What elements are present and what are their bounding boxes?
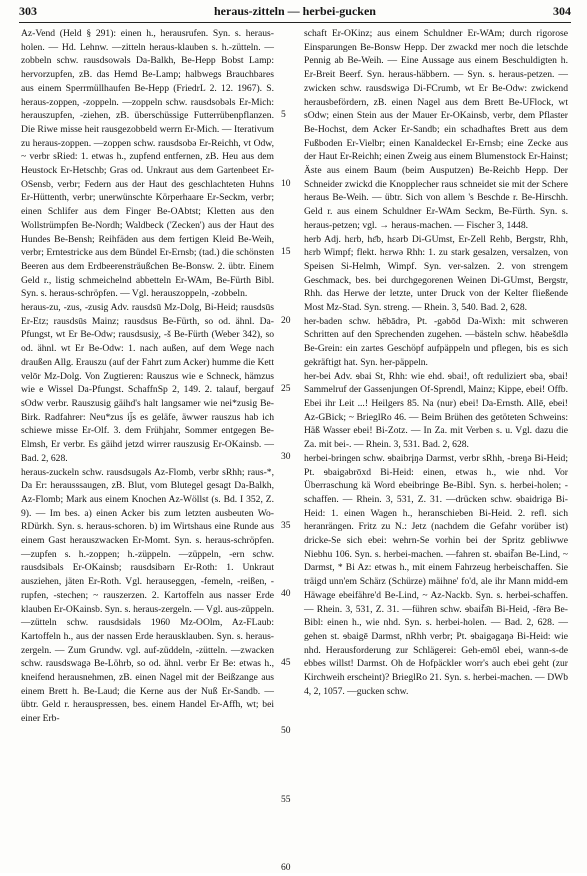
entry-heraus-zitteln: Az-Vend (Held § 291): einen h., herausrufen. Syn. s. heraus-holen. — Hd. Lehnw. —zitteln heraus-klauben s. h.-zütteln. —zobbeln schw. rausdsowəls Da-Balkh, Be-Hepp Bobst Lamp: hervorzupfen, zB. das Hemd Be-Lamp; halbwegs Brauchbares aus einem Sperrmüllhaufen Be-Hepp (FriedrL 2. 12. 1967). S. heraus-zoppen, -zoppeln. —zoppeln schw. rausdsobəls Er-Mich: herauszupfen, -ziehen, zB. überschüssige Futterrübenpflanzen. Die Riwe misse heit rausgezobbeld werrn Er-Mich. — Iterativum zu heraus-zoppen. —zoppen schw. rausdsobə Er-Reichh, vt Odw, ~ verbr sRied: 1. etwas h., zupfend entfernen, zB. Heu aus dem Heustock Er-Hetschb; Gras od. Unkraut aus dem Gartenbeet Er-OSensb, verbr; Federn aus der Haut des geschlachteten Huhns Er-Hüttenth, verbr; unerwünschte Körperhaare Er-Seckm, verbr; einen Schlifer aus dem Finger Be-OAbtst; Kletten aus den Wollstrümpfen Be-Nordh; Waldbeck ('Zecken') aus der Haut des Hundes Be-Bensh; Reihfäden aus dem fertigen Kleid Be-Weih, verbr; Erntestricke aus dem Bündel Er-Ernsb; (tad.) die schönsten Beeren aus dem Erdbeerensträußchen Be-Bonsw. 2. übtr. Einem Geld r., listig schmeichelnd abbetteln Er-WAm, Be-Fürth Bibl. Syn. s. heraus-schröpfen. — Vgl. herauszoppeln, -zobbeln. xyxy=(21,28,274,300)
line-number: 35 xyxy=(281,521,291,531)
entry-heraus-zuckeln: heraus-zuckeln schw. rausdsugəls Az-Flomb, verbr sRhh; raus-*, Da Er: herausssaugen, zB. Blut, vom Blutegel gesagt Da-Balkh, Az-Flomb; Mark aus einem Knochen Az-Wöllst (s. Bd. I 352, Z. 9). — Im bes. a) einen Acker bis zum letzten ausbeuten Wo-RDürkh. Syn. s. heraus-schoren. b) im Wirtshaus eine Runde aus einem Gast herauszwacken Er-Momt. Syn. s. heraus-schröpfen. —zupfen s. h.-zoppen; h.-züppeln. —züppeln, -ern schw. rausdsibəls Er-OKainsb; rausdsibərn Er-Roth: 1. Unkraut ausziehen, jäten Er-Roth. Vgl. herauseggen, -femeln, -reißen, -rupfen, -stechen; ~ rauszerzen. 2. Kartoffeln aus nasser Erde klauben Er-OKainsb. Syn. s. heraus-zergeln. — Vgl. aus-züppeln. —zütteln schw. rausdsidəls 1960 Mz-OOlm, Az-FLaub: Kartoffeln h., aus der nassen Erde herausklauben. Syn. s. heraus-zergeln. — Zum Grundw. vgl. auf-züddeln, -zütteln. —zwacken schw. rausdswagə Be-Löhrb, so od. ähnl. verbr Er Be: etwas h., kneifend herausnehmen, zB. einen Nagel mit der Beißzange aus einem Brett h. Be-Laud; die Kerne aus der Nuß Er-Sandb. — übtr. Geld r. herauspressen, bes. einem Handel Er-Affh, wt; bei einer Erb- xyxy=(21,466,274,725)
header-rule xyxy=(19,22,571,23)
line-number: 50 xyxy=(281,726,291,736)
line-number: 15 xyxy=(281,247,291,257)
line-number: 40 xyxy=(281,589,291,599)
line-number: 60 xyxy=(281,863,291,873)
page-header xyxy=(19,4,571,22)
entry-her-baden: her-baden schw. hēbādrə, Pt. -gəbōd Da-Wixh: mit schweren Schritten auf den Sprechenden zugehen. —bästeln schw. hēəbešdlə Be-Grein: ein zartes Geschöpf aufpäppeln und pflegen, bis es sich gekräftigt hat. Syn. her-päppeln. xyxy=(304,315,568,368)
line-number: 45 xyxy=(281,658,291,668)
entry-continuation: schaft Er-OKinz; aus einem Schuldner Er-WAm; durch rigorose Einsparungen Be-Bonsw Hepp. Der zwackd mer noch die letschde Pennig ab Be-Weih. — Eine Aussage aus einem Beschuldigten h. Er-Breit Beerf. Syn. heraus-häbbern. — Syn. s. heraus-petzen. —zwicken schw. rausdswigə Di-FCrumb, wt Er Be-Odw: zwickend herausbefördern, zB. einen Nagel aus dem Brett Be-UFlock, wt sOdw; einen Stein aus der Mauer Er-OKainsb, verbr, dem Pflaster Be-Hochst, dem Acker Er-Sandb; ein schadhaftes Brett aus dem Fußboden Er-Vielbr; einen Kanaldeckel Er-Ernsb; eine Zecke aus der Haut Er-Reichh; einen Zweig aus einem Blumenstock Er-Hainst; Äste aus einem Baum (beim Ausputzen) Be-Reichb Hepp. Der Schneider zwickd die Knopplecher raus schneidet sie mit der Schere heraus Be-Weih. — übtr. Sich von allem 's Beschde r. Be-Hirschh. Geld r. aus einem Schuldner Er-WAm Seckm, Be-Fürth. Syn. s. heraus-petzen; vgl. → heraus-machen. — Fischer 3, 1448. xyxy=(304,28,568,231)
entry-heraus-zu: heraus-zu, -zus, -zusig Adv. rausdsū Mz-Dolg, Bi-Heid; rausdsūs Er-Etz; rausdsūs Mainz; rausdsus Be-Fürth, so od. ähnl. Da-Pfungst, wt Er Be-Odw; rausdsusiχ, -š Be-Fürth (Weber 342), so od. ähnl. wt Er Be-Odw: 1. nach außen, auf dem Wege nach draußen Allg. Erauszu (auf der Fahrt zum Acker) humme die Kett velōr Mz-Dolg. Von Zugtieren: Rauszus wie e Schneck, hämzus wie e Wissel Da-Pfungst. SchaffnSp 2, 149. 2. talauf, bergauf sOdw verbr. Rauszusig gäihd's halt langsamer wie nei*zusig Be-Birk. Radfahrer: Neu*zus ij̄s es geläfe, äwwer rauszus hab ich schiewe misse Er-Olf. 3. dem Frühjahr, Sommer entgegen Be-Elmsh, Er verbr. Es gäihd jetzd wirrer rauszusig Er-OKainsb. — Bad. 2, 628. xyxy=(21,302,274,464)
running-title: heraus-zitteln — herbei-gucken xyxy=(214,4,376,18)
entry-herbei-bringen: herbei-bringen schw. ɘbaibrįŋə Darmst, verbr sRhh, -breŋə Bi-Heid; Pt. ɘbaigəbrōxd Bi-Heid: einen, etwas h., wie nhd. Vor Überraschung kä Word ebeibringe Be-Bibl. Syn. s. herbei-holen; -schaffen. — Rhein. 3, 531, Z. 31. —drücken schw. ɘbaidrigə Bi-Heid: 1. einen Wagen h., heranschieben Bi-Heid. 2. refl. sich heranrängen. Fritz zu N.: Jetz (nachdem die Gefahr vorüber ist) dricke-Se sich ebei: wehrn-Se vorhin bei der Spritz gebliwwe Niebhu 106. Syn. s. herbei-machen. —fahren st. ɘbaif̄ən Be-Lind, ~ Darmst, * Bi Az: etwas h., mit einem Fahrzeug herbeischaffen. Sie träigd unn'em Schärz (Schürze) mäihne' fo'd, ale ihr Mann midd-em Häwage ebeifähre'd Be-Lind, ~ Az-Nackb. Syn. s. herbei-schaffen. — Rhein. 3, 531, Z. 31. —führen schw. ɘbaif̄ə̄n Bi-Heid, -fērə Be-Bibl: einen h., wie nhd. Syn. s. herbei-holen. — Bad. 2, 628. —gehen st. ɘbaigē Darmst, nRhh verbr; Pt. ɘbaigəgaŋə Bi-Heid: wie nhd. Herausforderung zur Schlägerei: Geh-emōl ebei, wann-s-de ebbes willst! Darmst. Oh de Hofpäckler worr's auch ebei geht (zur Kirchweih erscheint)? BrieglRo 21. Syn. s. herbei-machen. — DWb 4, 2, 1057. —gucken schw. xyxy=(304,452,568,697)
entry-her-bei: her-bei Adv. ɘbai St, Rhh: wie ehd. ɘbai!, oft reduliziert ɘba, ɘbai! Sammelruf der Gassenjungen Of-Sprendl, Mainz; Kippe, ebei! Offb. Ebei ihr Leit ...! Heilgers 85. Na (nur) ebei! Da-Ernsth. Allē, ebei! Az-GBick; ~ BrieglRo 46. — Beim Brühen des getöteten Schweins: Häß Wasser ebei! Bi-Zotz. — In Za. mit Verben s. u. Vgl. dazu die Za. mit bei-. — Rhein. 3, 531. Bad. 2, 628. xyxy=(304,370,568,451)
page-number-left: 303 xyxy=(19,4,37,18)
line-number: 20 xyxy=(281,316,291,326)
line-number: 10 xyxy=(281,179,291,189)
entry-herb: herb Adj. hɛrb, hɛ̄b, hɛərb Di-GUmst, Er-Zell Rehb, Bergstr, Rhh, hɛrb Wimpf; flekt. hɛrwə Rhh: 1. zu stark gesalzen, versalzen, von Speisen Si-Helmh, Wimpf. Syn. ver-salzen. 2. von strengem Geschmack, bes. bei durchgegorenen Weinen Di-GUmst, Bergstr, Rhh. das Herwe der letzte, unter Druck von der Kelter fließende Most Mz-Stad. Syn. streng. — Rhein. 3, 540. Bad. 2, 628. xyxy=(304,233,568,314)
left-column xyxy=(21,27,274,726)
page-number-right: 304 xyxy=(553,4,571,18)
line-number: 25 xyxy=(281,384,291,394)
right-column xyxy=(304,27,568,698)
line-number: 55 xyxy=(281,795,291,805)
line-number: 5 xyxy=(281,110,286,120)
line-number: 30 xyxy=(281,452,291,462)
